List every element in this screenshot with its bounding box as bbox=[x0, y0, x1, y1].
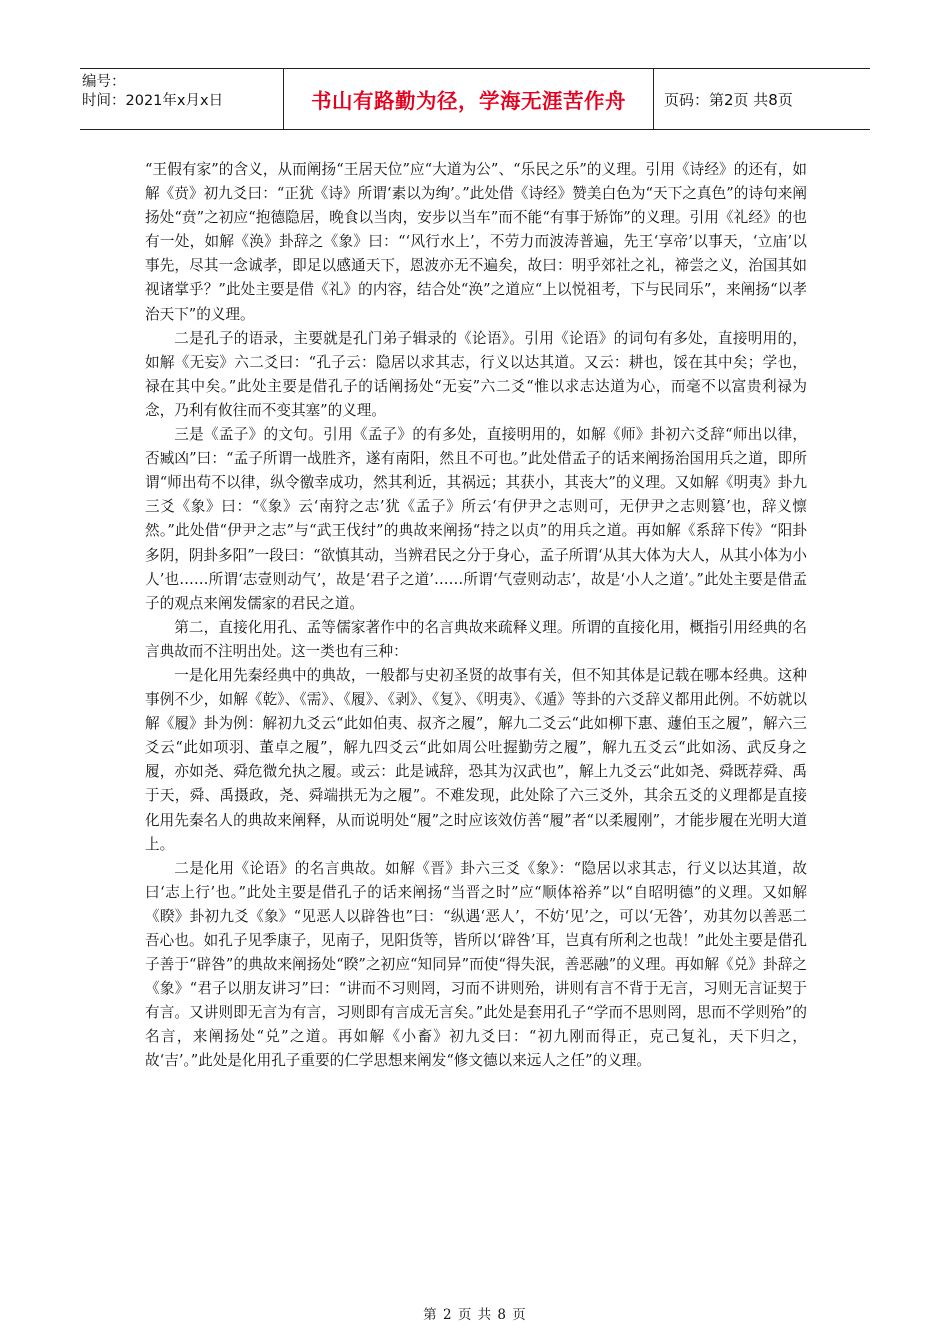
paragraph-3: 三是《孟子》的文句。引用《孟子》的有多处，直接明用的，如解《师》卦初六爻辞“师出以律，否臧凶”曰：“孟子所谓一战胜齐，遂有南阳，然且不可也。”此处借孟子的话来阐扬治国用兵之道，即所谓“师出苟不以律，纵令徼幸成功，然其利近，其祸远；其获小，其丧大”的义理。又如解《明夷》卦九三爻《象》曰：“《象》云‘南狩之志’犹《孟子》所云‘有伊尹之志则可，无伊尹之志则篡’也，辞义懔然。”此处借“伊尹之志”与“武王伐纣”的典故来阐扬“持之以贞”的用兵之道。再如解《系辞下传》“阳卦多阴，阴卦多阳”一段曰：“欲慎其动，当辨君民之分于身心，孟子所谓‘从其大体为大人，从其小体为小人’也……所谓‘志壹则动气’，故是‘君子之道’……所谓‘气壹则动志’，故是‘小人之道’。”此处主要是借孟子的观点来阐发儒家的君民之道。 bbox=[145, 426, 807, 612]
document-number-label: 编号： bbox=[82, 74, 126, 90]
document-time-label: 时间：2021年x月x日 bbox=[82, 93, 224, 109]
paragraph-5: 一是化用先秦经典中的典故，一般都与史初圣贤的故事有关，但不知其体是记载在哪本经典。这种事例不少，如解《乾》、《需》、《履》、《剥》、《复》、《明夷》、《遁》等卦的六爻辞义都用此例。不妨就以解《履》卦为例：解初九爻云“此如伯夷、叔齐之履”，解九二爻云“此如柳下惠、蘧伯玉之履”，解六三爻云“此如项羽、董卓之履”，解九四爻云“此如周公吐握勤劳之履”，解九五爻云“此如汤、武反身之履，亦如尧、舜危微允执之履。或云：此是诫辞，恐其为汉武也”，解上九爻云“此如尧、舜既荐舜、禹于天，舜、禹摄政，尧、舜端拱无为之履”。不难发现，此处除了六三爻外，其余五爻的义理都是直接化用先秦名人的典故来阐释，从而说明处“履”之时应该效仿善“履”者“以柔履刚”，才能步履在光明大道上。 bbox=[145, 666, 807, 853]
header-page-label: 页码：第2页 共8页 bbox=[664, 90, 793, 109]
header-meta bbox=[80, 69, 284, 129]
page-header bbox=[80, 68, 870, 130]
paragraph-2: 二是孔子的语录，主要就是孔门弟子辑录的《论语》。引用《论语》的词句有多处，直接明用的，如解《无妄》六二爻曰：“孔子云：隐居以求其志，行义以达其道。又云：耕也，馁在其中矣；学也，禄在其中矣。”此处主要是借孔子的话阐扬处“无妄”六二爻“惟以求志达道为心，而毫不以富贵利禄为念，乃利有攸往而不变其塞”的义理。 bbox=[145, 329, 807, 419]
header-motto: 书山有路勤为径，学海无涯苦作舟 bbox=[284, 69, 654, 129]
paragraph-6: 二是化用《论语》的名言典故。如解《晋》卦六三爻《象》：“隐居以求其志，行义以达其道，故曰‘志上行’也。”此处主要是借孔子的话来阐扬“当晋之时”应“顺体裕养”以“自昭明德”的义理。又如解《睽》卦初九爻《象》“见恶人以辟咎也”曰：“纵遇‘恶人’，不妨‘见’之，可以‘无咎’，劝其勿以善恶二吾心也。如孔子见季康子，见南子，见阳货等，皆所以‘辟咎’耳，岂真有所利之也哉！”此处主要是借孔子善于“辟咎”的典故来阐扬处“睽”之初应“知同异”而使“得失泯，善恶融”的义理。再如解《兑》卦辞之《象》“君子以朋友讲习”曰：“讲而不习则罔，习而不讲则殆，讲则有言不背于无言，习则无言证契于有言。又讲则即无言为有言，习则即有言成无言矣。”此处是套用孔子“学而不思则罔，思而不学则殆”的名言，来阐扬处“兑”之道。再如解《小畜》初九爻曰：“初九刚而得正，克己复礼，天下归之，故‘吉’。”此处是化用孔子重要的仁学思想来阐发“修文德以来远人之任”的义理。 bbox=[145, 859, 807, 1070]
page-footer: 第 2 页 共 8 页 bbox=[423, 1307, 527, 1323]
paragraph-4: 第二，直接化用孔、孟等儒家著作中的名言典故来疏释义理。所谓的直接化用，概指引用经典的名言典故而不注明出处。这一类也有三种： bbox=[145, 618, 807, 660]
paragraph-1: “王假有家”的含义，从而阐扬“王居天位”应“大道为公”、“乐民之乐”的义理。引用《诗经》的还有，如解《贲》初九爻曰：“正犹《诗》所谓‘素以为绚’。”此处借《诗经》赞美白色为“天下之真色”的诗句来阐扬处“贲”之初应“抱德隐居，晚食以当肉，安步以当车”而不能“有事于矫饰”的义理。引用《礼经》的也有一处，如解《涣》卦辞之《象》曰：“‘风行水上’，不劳力而波涛普遍，先王‘享帝’以事天，‘立庙’以事先，尽其一念诚孝，即足以感通天下，恩波亦无不遍矣，故曰：明乎郊社之礼，禘尝之义，治国其如视诸掌乎？”此处主要是借《礼》的内容，结合处“涣”之道应“上以悦祖考，下与民同乐”，来阐扬“以孝治天下”的义理。 bbox=[145, 161, 807, 323]
body-text bbox=[145, 158, 807, 1074]
